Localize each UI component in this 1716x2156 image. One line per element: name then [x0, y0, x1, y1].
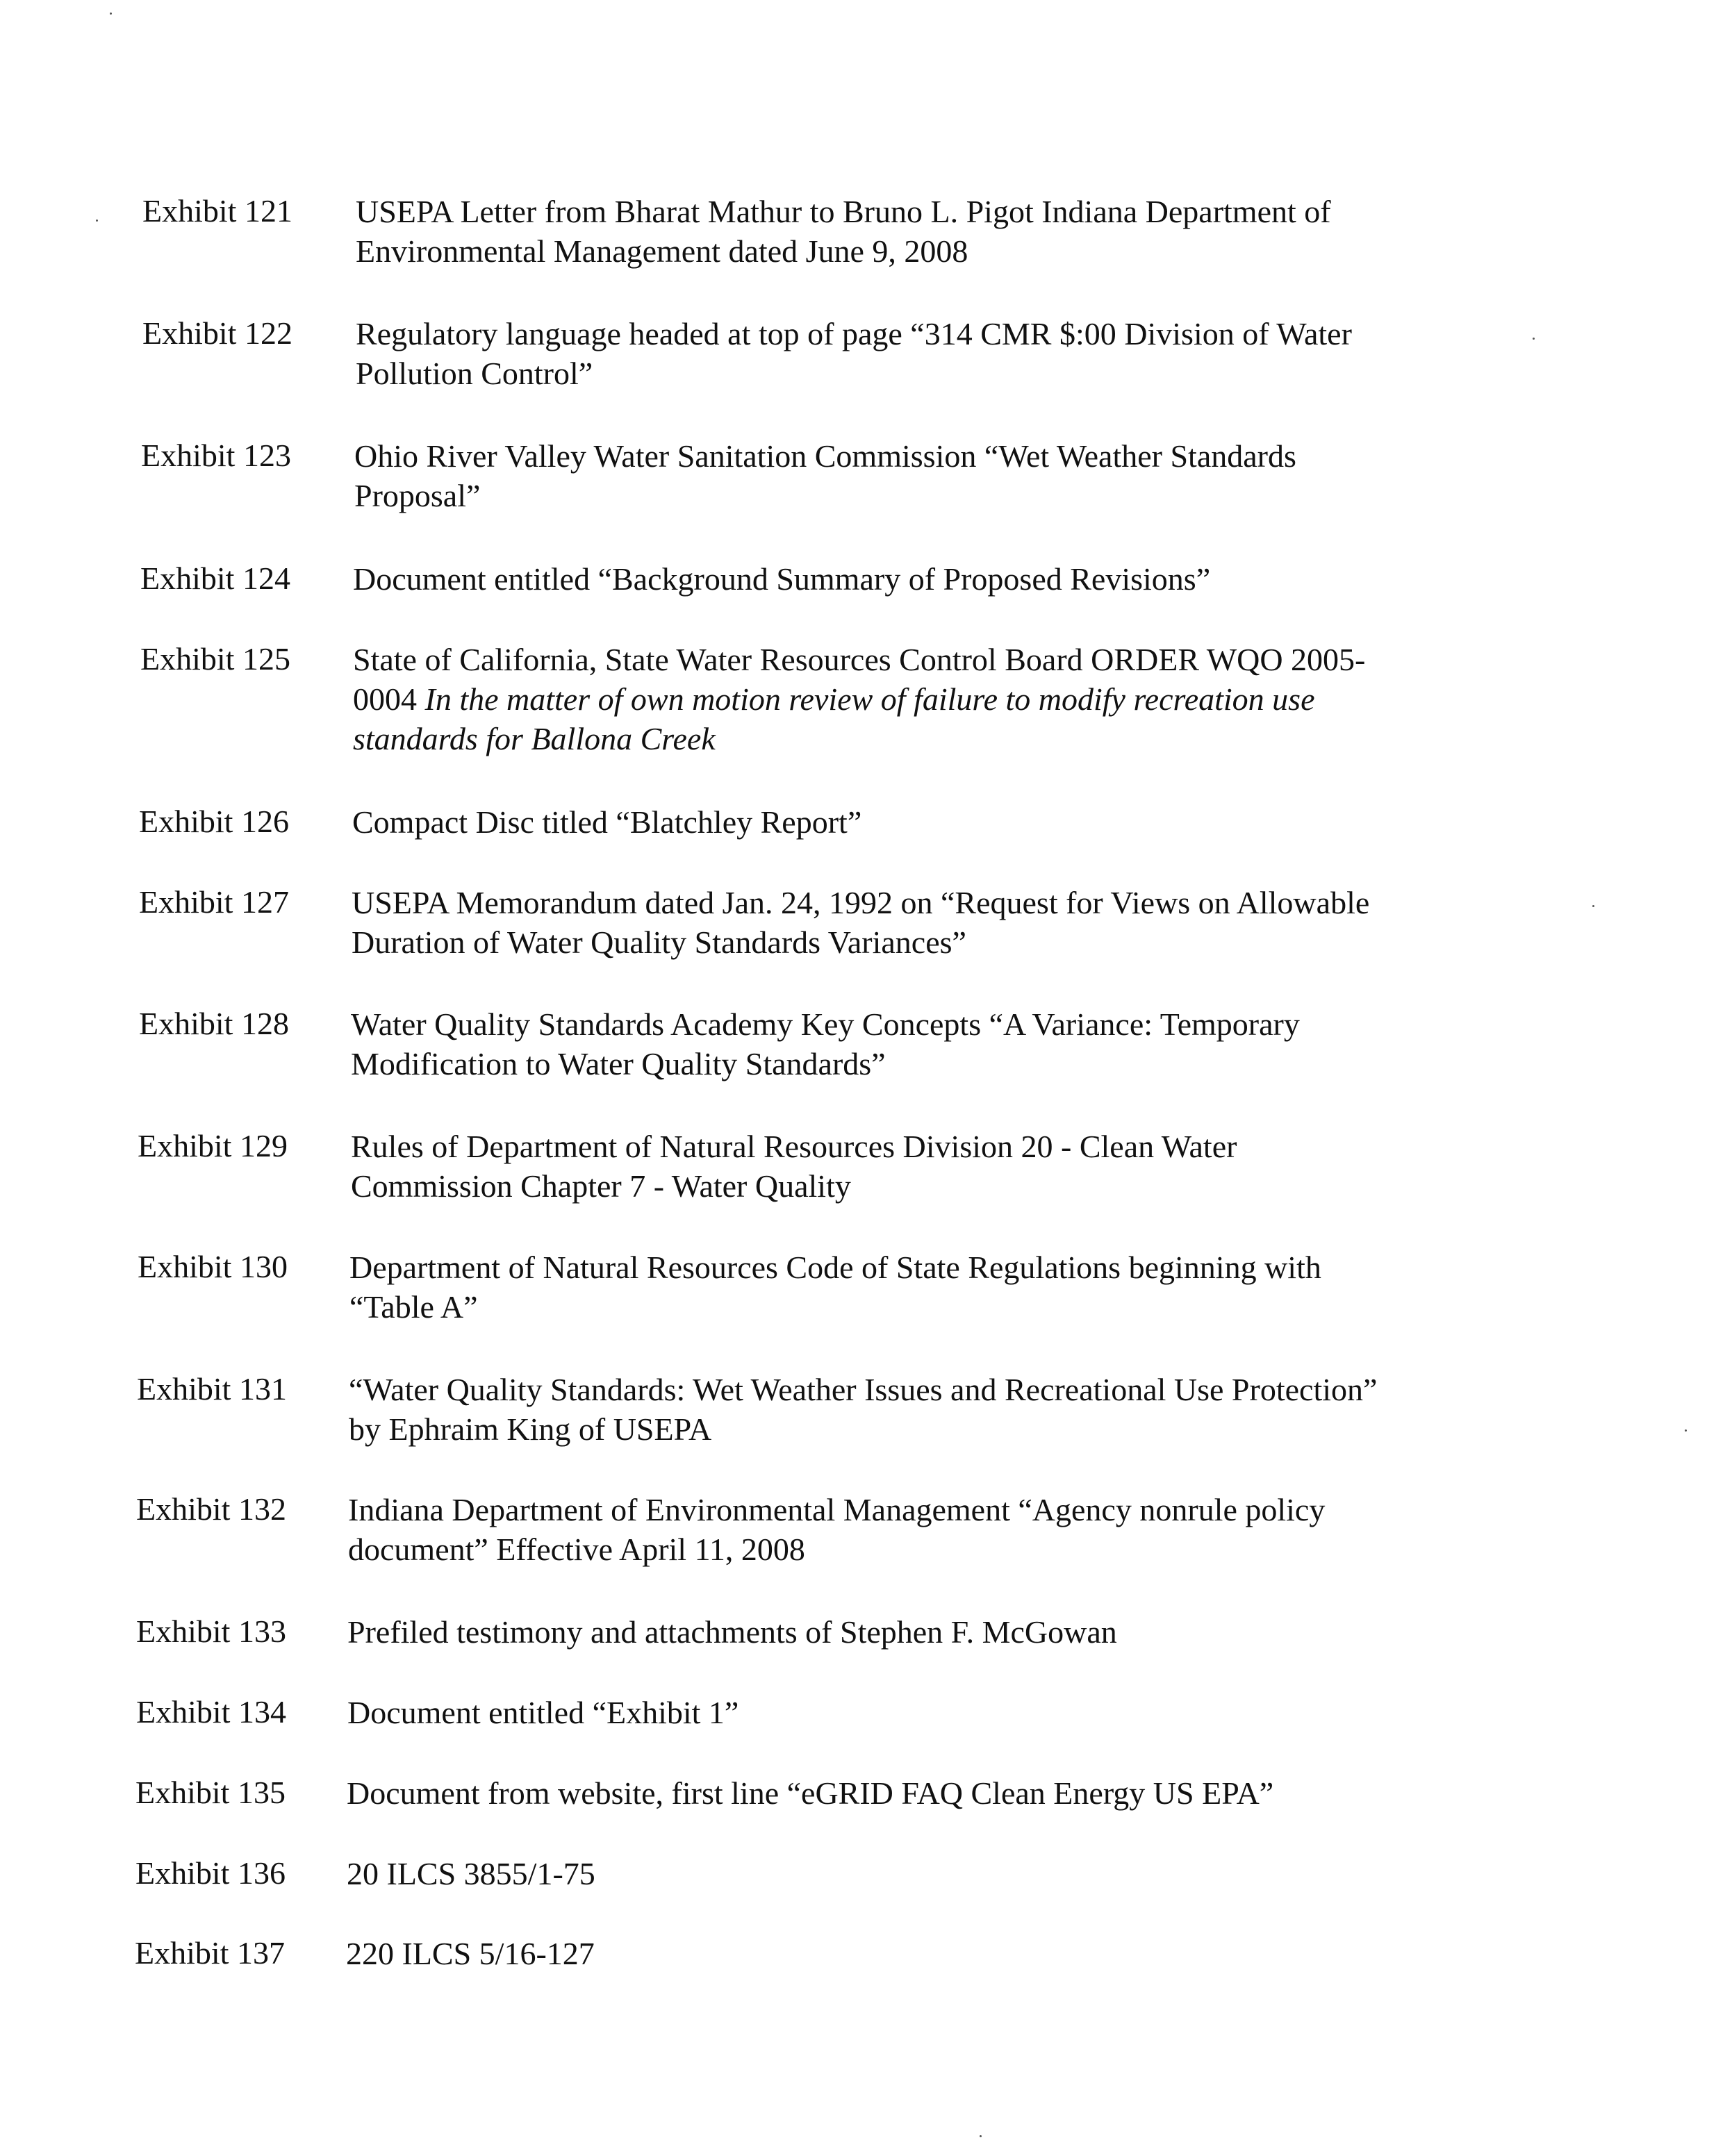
- exhibit-description: [348, 1490, 1668, 1569]
- description-line: USEPA Memorandum dated Jan. 24, 1992 on “Request for Views on Allowable: [352, 885, 1370, 920]
- description-line: “Water Quality Standards: Wet Weather Issues and Recreational Use Protection”: [349, 1372, 1378, 1407]
- description-line: Ohio River Valley Water Sanitation Commission “Wet Weather Standards: [354, 438, 1296, 474]
- exhibit-label: Exhibit 133: [136, 1614, 286, 1649]
- exhibit-label: Exhibit 134: [136, 1694, 286, 1730]
- description-line: Department of Natural Resources Code of State Regulations beginning with: [349, 1250, 1321, 1285]
- exhibit-description: [356, 314, 1676, 393]
- exhibit-description: [356, 192, 1676, 271]
- exhibit-description: [351, 1127, 1671, 1206]
- citation-number: 0004: [353, 681, 425, 717]
- exhibit-label: Exhibit 132: [136, 1491, 286, 1527]
- exhibit-label: Exhibit 124: [140, 561, 290, 596]
- description-line: by Ephraim King of USEPA: [349, 1411, 712, 1447]
- case-title: In the matter of own motion review of failure to modify recreation use: [424, 681, 1315, 717]
- exhibit-label: Exhibit 130: [138, 1249, 288, 1284]
- description-line: document” Effective April 11, 2008: [348, 1532, 805, 1567]
- description-line: Environmental Management dated June 9, 2008: [356, 233, 968, 269]
- scan-speck: [1685, 1429, 1687, 1432]
- exhibit-description: [349, 1247, 1669, 1327]
- scan-speck: [110, 13, 112, 15]
- exhibit-description: [346, 1934, 1666, 1973]
- exhibit-description: [352, 883, 1672, 962]
- exhibit-description: [347, 1693, 1667, 1732]
- exhibit-label: Exhibit 123: [141, 438, 291, 473]
- exhibit-label: Exhibit 131: [137, 1371, 287, 1407]
- description-line: “Table A”: [349, 1289, 478, 1325]
- exhibit-description: [347, 1612, 1667, 1652]
- exhibit-label: Exhibit 127: [139, 884, 289, 920]
- description-line: Document entitled “Background Summary of Proposed Revisions”: [353, 561, 1211, 597]
- exhibit-label: Exhibit 136: [135, 1855, 286, 1891]
- exhibit-description: [349, 1370, 1669, 1449]
- exhibit-description: [347, 1773, 1667, 1813]
- description-line: USEPA Letter from Bharat Mathur to Bruno L. Pigot Indiana Department of: [356, 194, 1331, 229]
- exhibit-label: Exhibit 122: [142, 315, 292, 351]
- case-title-continued: standards for Ballona Creek: [353, 721, 716, 756]
- description-line: 20 ILCS 3855/1-75: [347, 1856, 595, 1891]
- description-line: Modification to Water Quality Standards”: [351, 1046, 886, 1081]
- exhibit-description: [352, 802, 1672, 842]
- description-line: Regulatory language headed at top of page “314 CMR $:00 Division of Water: [356, 316, 1352, 351]
- exhibit-description: [354, 436, 1674, 515]
- exhibit-description: [353, 559, 1673, 599]
- scan-speck: [96, 219, 98, 222]
- description-line: Rules of Department of Natural Resources Division 20 - Clean Water: [351, 1129, 1237, 1164]
- exhibit-label: Exhibit 126: [139, 804, 289, 839]
- description-line: Pollution Control”: [356, 356, 593, 391]
- exhibit-label: Exhibit 128: [139, 1006, 289, 1041]
- description-line: Compact Disc titled “Blatchley Report”: [352, 804, 862, 840]
- exhibit-description: [351, 1004, 1671, 1084]
- description-line: Document entitled “Exhibit 1”: [347, 1695, 739, 1730]
- description-line: Commission Chapter 7 - Water Quality: [351, 1168, 851, 1204]
- exhibit-label: Exhibit 125: [140, 641, 290, 677]
- exhibit-label: Exhibit 129: [138, 1128, 288, 1163]
- description-line: Document from website, first line “eGRID FAQ Clean Energy US EPA”: [347, 1775, 1274, 1811]
- description-line: Indiana Department of Environmental Management “Agency nonrule policy: [348, 1492, 1326, 1527]
- description-line: [353, 679, 1673, 719]
- exhibit-description: [347, 1854, 1667, 1893]
- exhibit-description: [353, 640, 1673, 758]
- description-line: State of California, State Water Resources Control Board ORDER WQO 2005-: [353, 642, 1366, 677]
- description-line: 220 ILCS 5/16-127: [346, 1936, 595, 1971]
- description-line: Duration of Water Quality Standards Variances”: [352, 924, 966, 960]
- description-line: Water Quality Standards Academy Key Concepts “A Variance: Temporary: [351, 1006, 1300, 1042]
- description-line: Prefiled testimony and attachments of Stephen F. McGowan: [347, 1614, 1117, 1650]
- exhibit-label: Exhibit 135: [135, 1775, 286, 1810]
- exhibit-label: Exhibit 137: [135, 1935, 285, 1971]
- exhibit-label: Exhibit 121: [142, 193, 292, 229]
- scan-speck: [980, 2135, 982, 2137]
- description-line: Proposal”: [354, 478, 481, 513]
